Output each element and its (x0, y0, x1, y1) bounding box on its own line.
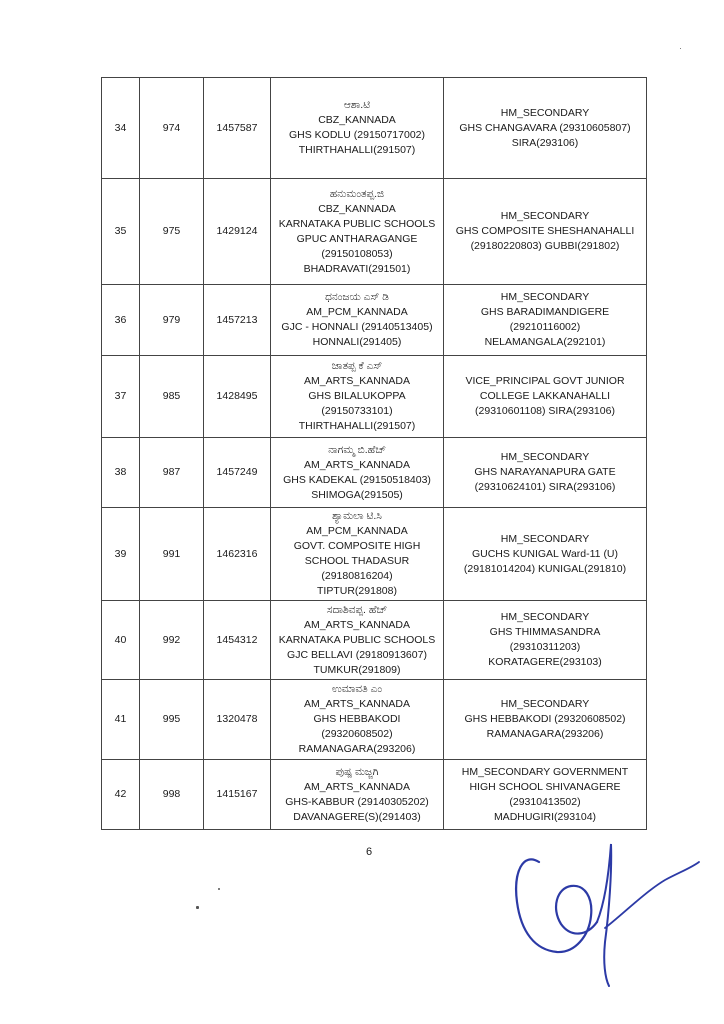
cell-line: KORATAGERE(293103) (488, 656, 602, 668)
cell-line: RAMANAGARA(293206) (486, 728, 604, 740)
kgid-cell: 1428495 (204, 356, 271, 438)
cell-line: GJC BELLAVI (29180913607) (287, 648, 427, 661)
cell-line: HM_SECONDARY (500, 291, 590, 303)
kgid-cell: 1429124 (204, 179, 271, 285)
cell-line: HM_SECONDARY GOVERNMENT (461, 765, 629, 778)
cell-line: GHS KODLU (29150717002) (289, 129, 425, 141)
scan-speck (680, 48, 681, 49)
current-posting-cell (271, 508, 444, 601)
current-posting-cell (271, 601, 444, 680)
new-posting-cell (444, 438, 647, 508)
table-row (102, 285, 647, 356)
cell-line: ಸದಾಶಿವಪ್ಪ. ಹೆಚ್ (326, 603, 388, 616)
new-posting-cell (444, 285, 647, 356)
new-posting-cell (444, 680, 647, 760)
cell-line: ಶ್ಯಾಮಲಾ ಟಿ.ಸಿ (332, 510, 382, 522)
cell-line: GUCHS KUNIGAL Ward-11 (U) (471, 547, 619, 560)
cell-line: GHS NARAYANAPURA GATE (474, 466, 616, 478)
table-row (102, 760, 647, 830)
serial-cell: 36 (102, 285, 140, 356)
cell-line: GHS COMPOSITE SHESHANAHALLI (455, 225, 635, 237)
cell-line: SCHOOL THADASUR (304, 555, 410, 567)
serial-cell: 38 (102, 438, 140, 508)
new-posting-cell (444, 179, 647, 285)
serial-cell: 35 (102, 179, 140, 285)
cell-line: GHS KADEKAL (29150518403) (283, 473, 431, 486)
transfer-list-table (101, 77, 647, 830)
cell-line: NELAMANGALA(292101) (484, 336, 606, 348)
cell-line: GHS HEBBAKODI (313, 713, 401, 725)
new-posting-cell (444, 760, 647, 830)
cell-line: RAMANAGARA(293206) (298, 743, 416, 755)
table-row (102, 78, 647, 179)
cell-line: HM_SECONDARY (500, 451, 590, 463)
kgid-cell: 1415167 (204, 760, 271, 830)
cell-line: AM_ARTS_KANNADA (303, 780, 410, 793)
cell-line: GHS BILALUKOPPA (308, 390, 406, 402)
current-posting-cell (271, 285, 444, 356)
cell-line: SIRA(293106) (511, 136, 579, 149)
cell-line: ಧನಂಜಯ ಎಸ್ ಡಿ (325, 291, 389, 303)
cell-line: THIRTHAHALLI(291507) (298, 144, 416, 156)
cell-line: (29310311203) (509, 641, 581, 653)
rank-cell: 985 (140, 356, 204, 438)
cell-line: (29150733101) (321, 405, 393, 417)
cell-line: THIRTHAHALLI(291507) (298, 420, 416, 432)
cell-line: GHS HEBBAKODI (29320608502) (464, 713, 626, 725)
handwritten-signature (505, 832, 705, 992)
rank-cell: 974 (140, 78, 204, 179)
current-posting-cell (271, 179, 444, 285)
new-posting-cell (444, 601, 647, 680)
cell-line: GOVT. COMPOSITE HIGH (293, 540, 421, 552)
new-posting-cell (444, 356, 647, 438)
cell-line: TUMKUR(291809) (313, 663, 401, 676)
new-posting-cell (444, 508, 647, 601)
rank-cell: 979 (140, 285, 204, 356)
rank-cell: 991 (140, 508, 204, 601)
serial-cell: 39 (102, 508, 140, 601)
cell-line: (29180220803) GUBBI(291802) (470, 240, 620, 252)
current-posting-cell (271, 438, 444, 508)
cell-line: ಆಶಾ.ಟಿ (343, 99, 371, 111)
cell-line: VICE_PRINCIPAL GOVT JUNIOR (465, 375, 625, 387)
scan-speck (196, 906, 199, 909)
cell-line: SHIMOGA(291505) (311, 488, 403, 501)
table-row (102, 356, 647, 438)
cell-line: KARNATAKA PUBLIC SCHOOLS (278, 217, 436, 230)
cell-line: ಉಮಾವತಿ ಎಂ (331, 683, 383, 695)
table-row (102, 179, 647, 285)
table-row (102, 601, 647, 680)
cell-line: AM_ARTS_KANNADA (303, 618, 410, 631)
cell-line: HM_SECONDARY (500, 210, 590, 222)
cell-line: AM_ARTS_KANNADA (303, 375, 410, 387)
kgid-cell: 1320478 (204, 680, 271, 760)
cell-line: (29150108053) (321, 247, 393, 260)
page-number: 6 (366, 846, 373, 858)
cell-line: TIPTUR(291808) (317, 585, 397, 597)
cell-line: GHS-KABBUR (29140305202) (285, 795, 429, 808)
kgid-cell: 1462316 (204, 508, 271, 601)
new-posting-cell (444, 78, 647, 179)
current-posting-cell (271, 680, 444, 760)
cell-line: (29320608502) (321, 728, 393, 740)
cell-line: COLLEGE LAKKANAHALLI (479, 390, 611, 402)
table-row (102, 438, 647, 508)
cell-line: ಜಾತಪ್ಪ ಕೆ ಎಸ್ (331, 360, 383, 372)
cell-line: BHADRAVATI(291501) (303, 262, 411, 275)
cell-line: ಪುಷ್ಪ ಮಜ್ಜಗಿ (335, 765, 379, 778)
serial-cell: 41 (102, 680, 140, 760)
cell-line: DAVANAGERE(S)(291403) (293, 810, 421, 823)
cell-line: (29310624101) SIRA(293106) (474, 481, 616, 493)
cell-line: ನಾಗಮ್ಮ ಬಿ.ಹೆಚ್ (328, 443, 386, 456)
cell-line: AM_ARTS_KANNADA (303, 458, 410, 471)
cell-line: CBZ_KANNADA (318, 114, 396, 126)
cell-line: GHS CHANGAVARA (29310605807) (459, 121, 631, 134)
serial-cell: 40 (102, 601, 140, 680)
rank-cell: 975 (140, 179, 204, 285)
table-row (102, 680, 647, 760)
cell-line: HM_SECONDARY (500, 611, 590, 623)
current-posting-cell (271, 78, 444, 179)
kgid-cell: 1457587 (204, 78, 271, 179)
rank-cell: 995 (140, 680, 204, 760)
rank-cell: 987 (140, 438, 204, 508)
cell-line: CBZ_KANNADA (318, 202, 396, 215)
cell-line: MADHUGIRI(293104) (493, 810, 597, 823)
kgid-cell: 1454312 (204, 601, 271, 680)
current-posting-cell (271, 760, 444, 830)
rank-cell: 992 (140, 601, 204, 680)
serial-cell: 37 (102, 356, 140, 438)
table-body (102, 78, 647, 830)
cell-line: (29181014204) KUNIGAL(291810) (463, 562, 627, 575)
cell-line: GPUC ANTHARAGANGE (296, 232, 418, 245)
table-row (102, 508, 647, 601)
cell-line: GHS BARADIMANDIGERE (480, 306, 610, 318)
cell-line: HONNALI(291405) (312, 336, 402, 348)
cell-line: KARNATAKA PUBLIC SCHOOLS (278, 633, 436, 646)
rank-cell: 998 (140, 760, 204, 830)
cell-line: AM_PCM_KANNADA (306, 525, 408, 537)
cell-line: HIGH SCHOOL SHIVANAGERE (469, 780, 621, 793)
cell-line: (29210116002) (509, 321, 581, 333)
cell-line: GJC - HONNALI (29140513405) (281, 321, 433, 333)
cell-line: (29180816204) (321, 570, 393, 582)
cell-line: HM_SECONDARY (500, 698, 590, 710)
kgid-cell: 1457213 (204, 285, 271, 356)
serial-cell: 42 (102, 760, 140, 830)
cell-line: HM_SECONDARY (500, 532, 590, 545)
scan-speck (218, 888, 220, 890)
serial-cell: 34 (102, 78, 140, 179)
cell-line: AM_ARTS_KANNADA (303, 698, 410, 710)
current-posting-cell (271, 356, 444, 438)
cell-line: GHS THIMMASANDRA (489, 626, 601, 638)
cell-line: (29310413502) (509, 795, 581, 808)
cell-line: ಹನುಮಂತಪ್ಪ.ಜಿ (329, 187, 385, 200)
kgid-cell: 1457249 (204, 438, 271, 508)
cell-line: AM_PCM_KANNADA (306, 306, 408, 318)
cell-line: HM_SECONDARY (500, 106, 590, 119)
cell-line: (29310601108) SIRA(293106) (475, 405, 615, 417)
